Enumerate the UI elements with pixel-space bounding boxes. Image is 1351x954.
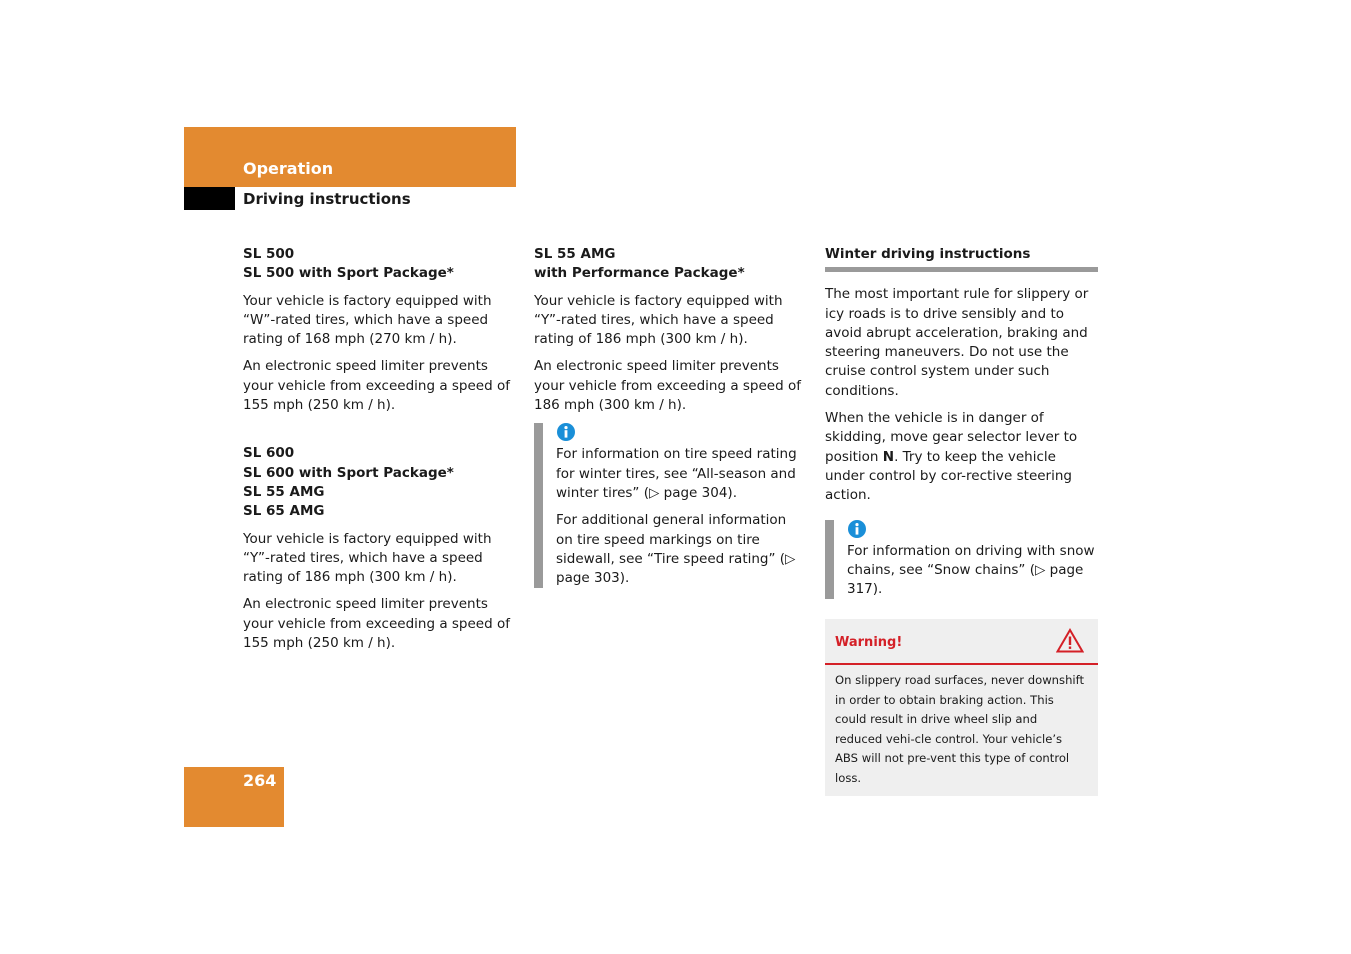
section-title: Operation — [243, 159, 334, 178]
info-bar — [825, 520, 834, 600]
warning-triangle-icon — [1056, 628, 1084, 653]
model-heading-line: SL 65 AMG — [243, 503, 325, 520]
model-heading — [243, 245, 517, 284]
model-heading-line: SL 600 — [243, 445, 295, 462]
info-note — [825, 520, 1098, 600]
model-heading — [534, 245, 806, 284]
info-icon — [557, 423, 575, 441]
page-number: 264 — [243, 771, 277, 790]
paragraph: Your vehicle is factory equipped with “Y”-rated tires, which have a speed rating of 186 mph (300 km / h). — [534, 292, 783, 348]
warning-text: On slippery road surfaces, never downshift in order to obtain braking action. This could result in drive wheel slip and reduced vehi-cle control. Your vehicle’s ABS will not pre-vent this type of control loss. — [835, 673, 1085, 785]
paragraph: An electronic speed limiter prevents your vehicle from exceeding a speed of 155 mph (250 km / h). — [243, 596, 510, 652]
info-note — [534, 423, 806, 588]
winter-driving-title: Winter driving instructions — [825, 245, 1098, 272]
model-heading-line: with Performance Package* — [534, 265, 745, 282]
info-text: For additional general information on tire speed markings on tire sidewall, see “Tire speed rating” (▷ page 303). — [556, 512, 796, 587]
info-icon — [848, 520, 866, 538]
model-heading-line: SL 55 AMG — [243, 483, 325, 500]
paragraph: Your vehicle is factory equipped with “Y”-rated tires, which have a speed rating of 186 mph (300 km / h). — [243, 530, 492, 586]
model-heading-line: SL 500 with Sport Package* — [243, 265, 454, 282]
subsection-title: Driving instructions — [243, 190, 411, 208]
paragraph: An electronic speed limiter prevents your vehicle from exceeding a speed of 186 mph (300 km / h). — [534, 358, 801, 414]
info-bar — [534, 423, 543, 588]
warning-label: Warning! — [835, 635, 903, 651]
gear-position: N — [882, 448, 895, 465]
warning-box — [825, 619, 1098, 796]
model-heading-line: SL 55 AMG — [534, 246, 616, 262]
paragraph-text: . Try to keep the vehicle under control by cor-rective steering action. — [825, 448, 1072, 504]
paragraph-text: When the vehicle is in danger of skidding, move gear selector lever to position — [825, 410, 1078, 465]
column-3 — [825, 245, 1098, 796]
paragraph: The most important rule for slippery or icy roads is to drive sensibly and to avoid abrupt acceleration, braking and steering maneuvers. Do not use the cruise control system under such conditions. — [825, 286, 1089, 399]
warning-header — [825, 619, 1098, 665]
column-1 — [243, 245, 517, 661]
paragraph: Your vehicle is factory equipped with “W”-rated tires, which have a speed rating of 168 mph (270 km / h). — [243, 292, 492, 348]
model-heading-line: SL 600 with Sport Package* — [243, 464, 454, 481]
paragraph: An electronic speed limiter prevents your vehicle from exceeding a speed of 155 mph (250 km / h). — [243, 358, 510, 414]
model-heading — [243, 444, 517, 521]
model-heading-line: SL 500 — [243, 246, 295, 262]
column-2 — [534, 245, 806, 596]
info-text: For information on tire speed rating for winter tires, see “All-season and winter tires” (▷ page 304). — [556, 446, 797, 501]
header-marker — [184, 187, 235, 210]
header-band — [184, 127, 516, 187]
paragraph — [825, 409, 1098, 505]
info-text: For information on driving with snow chains, see “Snow chains” (▷ page 317). — [847, 542, 1095, 598]
